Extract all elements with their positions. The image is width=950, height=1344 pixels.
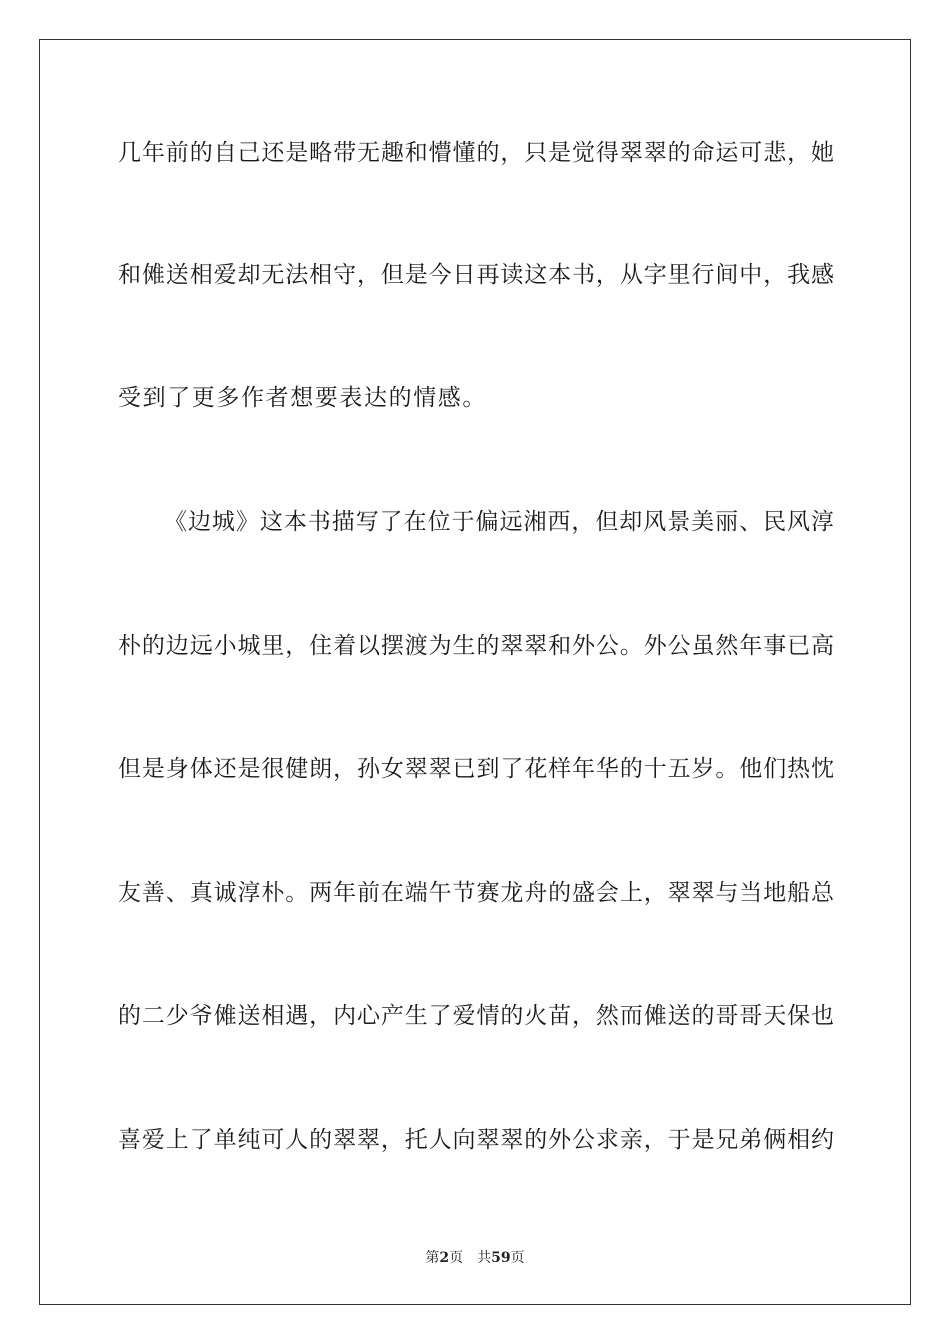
page-footer [0,1249,950,1267]
total-pages: 59 [491,1250,511,1266]
text-line-5: 朴的边远小城里，住着以摆渡为生的翠翠和外公。外公虽然年事已高 [118,633,834,659]
text-line-9: 喜爱上了单纯可人的翠翠，托人向翠翠的外公求亲，于是兄弟俩相约 [118,1127,834,1153]
text-line-2: 和傩送相爱却无法相守，但是今日再读这本书，从字里行间中，我感 [118,262,834,288]
text-line-1: 几年前的自己还是略带无趣和懵懂的，只是觉得翠翠的命运可悲，她 [118,140,834,166]
text-line-6: 但是身体还是很健朗，孙女翠翠已到了花样年华的十五岁。他们热忱 [118,756,834,782]
total-prefix: 共 [477,1250,492,1266]
text-line-8: 的二少爷傩送相遇，内心产生了爱情的火苗，然而傩送的哥哥天保也 [118,1003,834,1029]
page-border [39,39,911,1305]
page-prefix: 第 [425,1250,440,1266]
page-number: 2 [439,1250,450,1266]
page-suffix: 页 [449,1250,464,1266]
text-line-4: 《边城》这本书描写了在位于偏远湘西，但却风景美丽、民风淳 [164,509,834,535]
total-suffix: 页 [510,1250,525,1266]
text-line-3: 受到了更多作者想要表达的情感。 [118,385,487,411]
text-line-7: 友善、真诚淳朴。两年前在端午节赛龙舟的盛会上，翠翠与当地船总 [118,880,834,906]
